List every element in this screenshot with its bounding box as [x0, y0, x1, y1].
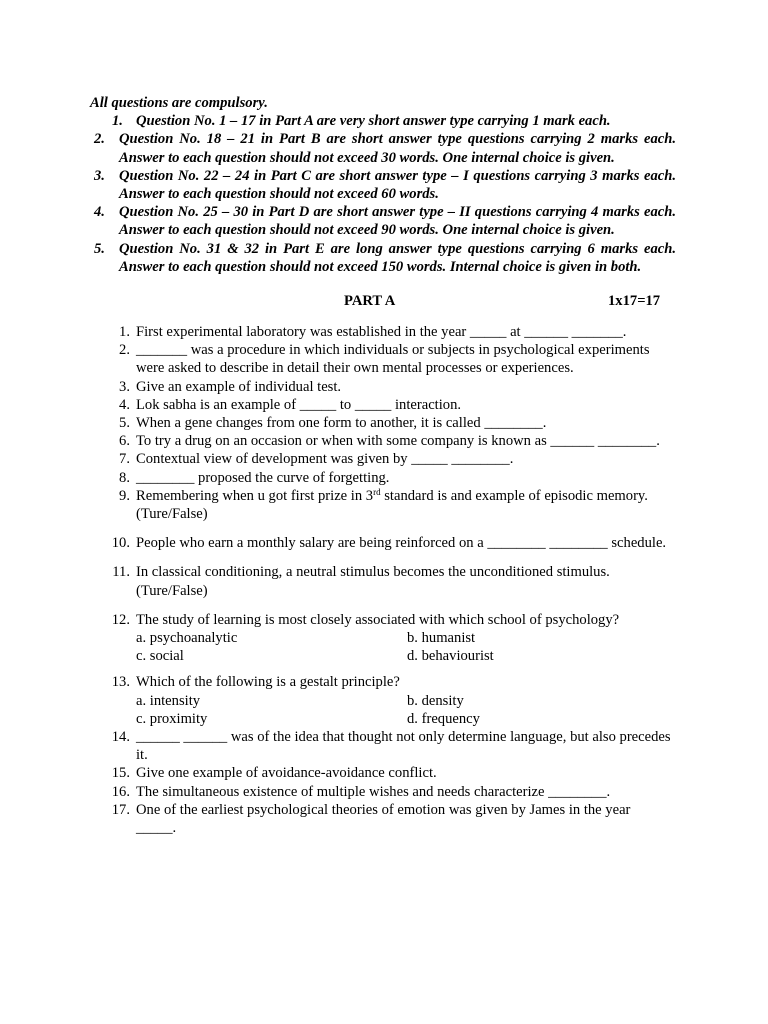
- question-number: 4.: [119, 396, 130, 413]
- general-instructions: [90, 94, 676, 276]
- instruction-number: 5.: [94, 240, 105, 257]
- question-item: [106, 469, 672, 487]
- question-number: 16.: [111, 783, 130, 800]
- question-text: Give one example of avoidance-avoidance conflict.: [136, 765, 437, 782]
- instructions-list: [90, 112, 676, 276]
- instruction-number: 1.: [112, 113, 123, 130]
- instruction-item: [90, 203, 676, 239]
- option-d: d. behaviourist: [407, 648, 494, 665]
- question-item: [106, 450, 672, 468]
- instruction-text: Question No. 18 – 21 in Part B are short answer type questions carrying 2 marks each. Answer to each question should not exceed 30 words. One internal choice is given.: [119, 131, 676, 166]
- option-b: b. humanist: [407, 630, 476, 647]
- question-item: [106, 783, 672, 801]
- instruction-number: 2.: [94, 131, 105, 148]
- instruction-item: [90, 240, 676, 276]
- question-text: Give an example of individual test.: [136, 378, 342, 395]
- option-c: c. social: [136, 648, 184, 665]
- option-b: b. density: [407, 692, 464, 709]
- answer-options: [136, 692, 672, 728]
- instruction-number: 4.: [94, 204, 105, 221]
- part-a-marks: 1x17=17: [608, 293, 661, 309]
- question-text-start: Remembering when u got first prize in 3: [136, 487, 374, 504]
- instruction-text: Question No. 22 – 24 in Part C are short answer type – I questions carrying 3 marks each. Answer to each question should not exceed 60 words.: [119, 167, 676, 203]
- question-text: First experimental laboratory was established in the year _____ at ______ _______.: [136, 324, 627, 340]
- question-text: _______ was a procedure in which individuals or subjects in psychological experiments were asked to describe in detail their own mental processes or experiences.: [136, 342, 650, 377]
- question-item: [106, 378, 672, 396]
- question-text: ______ ______ was of the idea that thought not only determine language, but also precedes it.: [136, 729, 671, 764]
- question-number: 5.: [119, 415, 130, 432]
- question-item: [106, 728, 672, 764]
- option-d: d. frequency: [407, 710, 480, 727]
- question-item: [106, 396, 672, 414]
- ordinal-suffix: rd: [373, 486, 381, 497]
- question-number: 17.: [111, 801, 130, 818]
- true-false-hint: (Ture/False): [136, 506, 208, 523]
- question-text: One of the earliest psychological theories of emotion was given by James in the year _____.: [136, 801, 631, 837]
- option-c: c. proximity: [136, 710, 208, 727]
- question-number: 13.: [111, 674, 130, 691]
- question-number: 3.: [119, 378, 130, 395]
- instructions-heading: All questions are compulsory.: [90, 95, 268, 111]
- question-number: 14.: [111, 729, 130, 746]
- question-item: [106, 414, 672, 432]
- question-number: 7.: [119, 451, 130, 468]
- question-number: 15.: [111, 765, 130, 782]
- question-number: 10.: [111, 535, 130, 552]
- question-text: Contextual view of development was given by _____ ________.: [136, 451, 514, 468]
- question-item: [106, 487, 672, 523]
- question-number: 8.: [119, 469, 130, 486]
- question-text: People who earn a monthly salary are being reinforced on a ________ ________ schedule.: [136, 535, 667, 552]
- question-text: When a gene changes from one form to another, it is called ________.: [136, 415, 547, 432]
- option-a: a. psychoanalytic: [136, 630, 238, 647]
- question-item: [106, 341, 672, 377]
- part-a-header: [0, 292, 768, 312]
- question-text-end: standard is and example of episodic memory.: [380, 487, 648, 504]
- option-a: a. intensity: [136, 692, 201, 709]
- question-number: 1.: [119, 324, 130, 340]
- instruction-item: [90, 112, 676, 130]
- question-item: [106, 801, 672, 837]
- instruction-text: Question No. 25 – 30 in Part D are short answer type – II questions carrying 4 marks each. Answer to each question should not exceed 90 words. One internal choice is given.: [119, 204, 676, 239]
- question-text: Lok sabha is an example of _____ to _____ interaction.: [136, 396, 462, 413]
- question-item: [106, 432, 672, 450]
- question-number: 2.: [119, 342, 130, 359]
- question-text: [136, 487, 672, 505]
- question-item: [106, 563, 672, 599]
- true-false-hint: (Ture/False): [136, 582, 208, 599]
- question-number: 6.: [119, 433, 130, 450]
- question-text: The simultaneous existence of multiple wishes and needs characterize ________.: [136, 783, 611, 800]
- question-text: In classical conditioning, a neutral stimulus becomes the unconditioned stimulus.: [136, 564, 610, 581]
- question-text: ________ proposed the curve of forgetting.: [136, 469, 390, 486]
- answer-options: [136, 629, 672, 665]
- instruction-item: [90, 130, 676, 166]
- question-item: [106, 323, 672, 341]
- question-item: [106, 534, 672, 552]
- instruction-text: Question No. 31 & 32 in Part E are long answer type questions carrying 6 marks each. Answer to each question should not exceed 150 words. Internal choice is given in both.: [119, 240, 676, 275]
- question-item: [106, 611, 672, 666]
- question-number: 11.: [112, 564, 130, 581]
- question-text: To try a drug on an occasion or when with some company is known as ______ ________.: [136, 433, 660, 450]
- question-text: The study of learning is most closely associated with which school of psychology?: [136, 611, 620, 628]
- instruction-text: Question No. 1 – 17 in Part A are very short answer type carrying 1 mark each.: [136, 113, 611, 130]
- question-number: 12.: [111, 611, 130, 628]
- question-text: Which of the following is a gestalt principle?: [136, 674, 400, 691]
- question-item: [106, 673, 672, 728]
- question-number: 9.: [119, 487, 130, 504]
- instruction-number: 3.: [94, 167, 105, 184]
- part-a-title: PART A: [344, 293, 396, 309]
- instruction-item: [90, 167, 676, 203]
- question-list: [106, 323, 672, 837]
- question-item: [106, 764, 672, 782]
